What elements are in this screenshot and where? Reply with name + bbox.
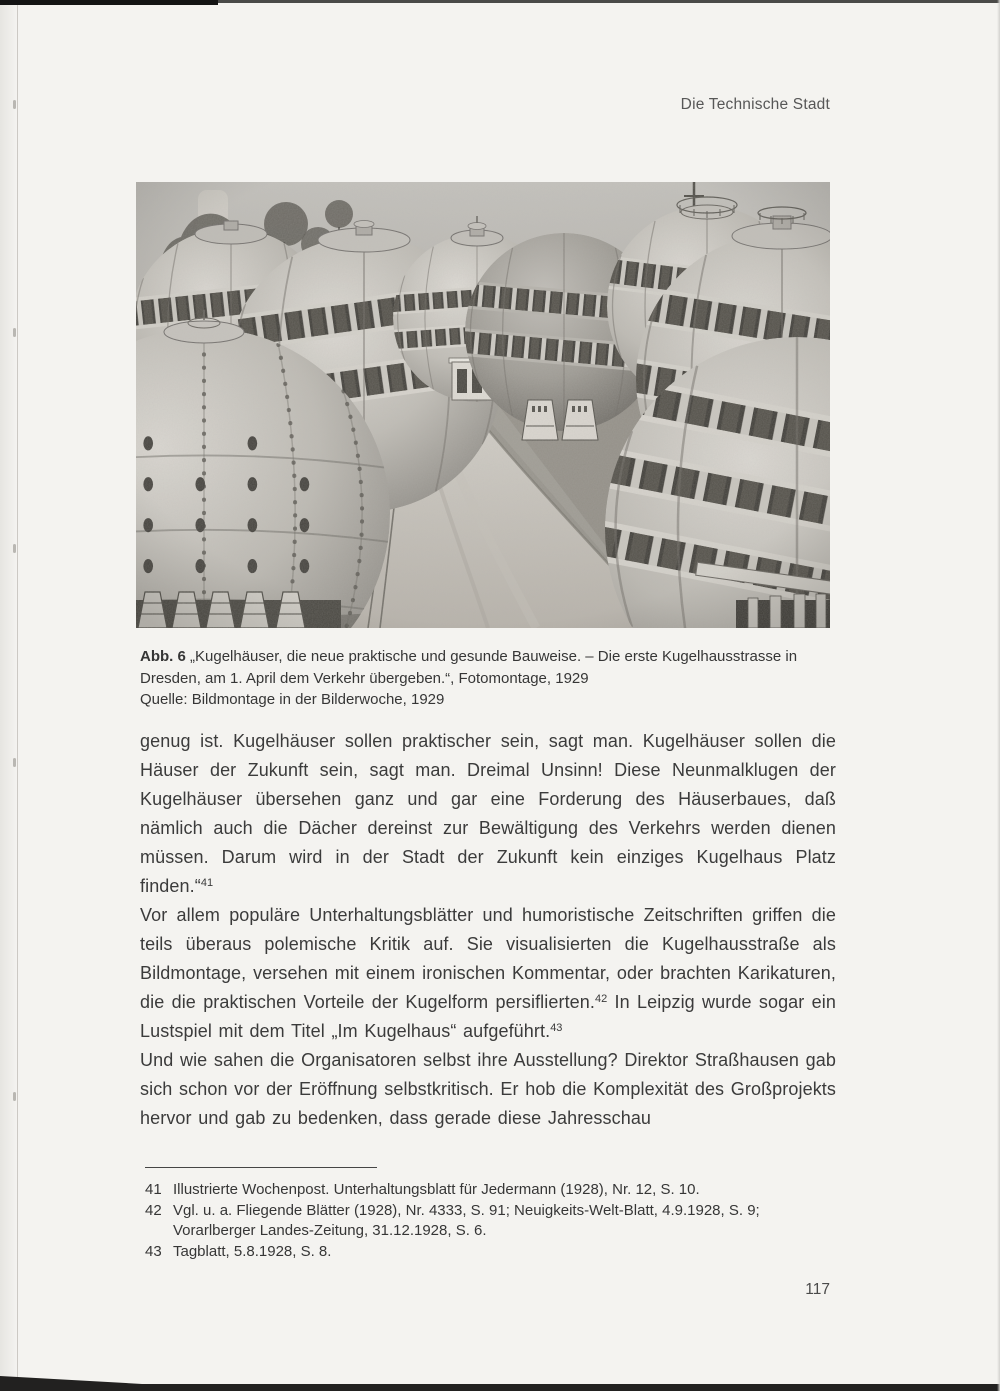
- scan-edge-bottom-wedge: [0, 1376, 155, 1391]
- paragraph-1: genug ist. Kugelhäuser sollen praktischer sein, sagt man. Kugelhäuser sollen die Häuser der Zukunft sein, sagt man. Dreimal Unsinn! Diese Neunmalklugen der Kugelhäuser übersehen ganz und gar eine Forderung des Häuserbaues, daß nämlich auch die Dächer dereinst zur Bewältigung des Verkehrs werden dienen müssen. Darum wird in der Stadt der Zukunft kein einziges Kugelhaus Platz finden.“$^{41}$: [140, 731, 836, 896]
- footnote-text: Vgl. u. a. Fliegende Blätter (1928), Nr. 4333, S. 91; Neuigkeits-Welt-Blatt, 4.9.1928, S. 9; Vorarlberger Landes-Zeitung, 31.12.1928, S. 6.: [173, 1201, 760, 1239]
- scan-artifact: [13, 328, 16, 337]
- paragraph-3: Und wie sahen die Organisatoren selbst ihre Ausstellung? Direktor Straßhausen gab sich schon vor der Eröffnung selbstkritisch. Er hob die Komplexität des Großprojekts hervor und gab zu bedenken, dass gerade diese Jahresschau: [140, 1050, 836, 1128]
- kugelhaus-photomontage: [136, 182, 830, 628]
- scan-artifact: [13, 544, 16, 553]
- footnote-item: [145, 1201, 845, 1242]
- footnote-number: 43: [145, 1242, 162, 1260]
- spine-line: [17, 3, 18, 1383]
- caption-label: Abb. 6: [140, 648, 186, 665]
- figure-caption: [140, 646, 840, 689]
- footnote-item: [145, 1242, 845, 1263]
- page-number: 117: [805, 1281, 830, 1298]
- footnote-text: Illustrierte Wochenpost. Unterhaltungsblatt für Jedermann (1928), Nr. 12, S. 10.: [173, 1181, 700, 1198]
- footnote-rule: [145, 1167, 377, 1168]
- scan-artifact: [13, 1092, 16, 1101]
- paragraph-2: Vor allem populäre Unterhaltungsblätter und humoristische Zeitschriften griffen die teils überaus polemische Kritik auf. Sie visualisierten die Kugelhausstraße als Bildmontage, versehen mit einem ironischen Kommentar, oder brachten Karikaturen, die die praktischen Vorteile der Kugelform persiflierten.$^{42}$ In Leipzig wurde sogar ein Lustspiel mit dem Titel „Im Kugelhaus“ aufgeführt.$^{43}$: [140, 905, 836, 1041]
- footnote-text: Tagblatt, 5.8.1928, S. 8.: [173, 1242, 332, 1260]
- figure-caption-block: [140, 646, 840, 711]
- scan-artifact: [13, 100, 16, 109]
- running-header: Die Technische Stadt: [680, 96, 830, 113]
- photo-illustration: [136, 182, 830, 628]
- footnote-item: [145, 1180, 845, 1201]
- caption-source: Quelle: Bildmontage in der Bilderwoche, 1929: [140, 691, 445, 708]
- scan-artifact: [13, 758, 16, 767]
- footnote-list: [145, 1180, 845, 1262]
- body-text: [140, 727, 836, 1133]
- footnote-number: 42: [145, 1201, 162, 1219]
- caption-text: „Kugelhäuser, die neue praktische und gesunde Bauweise. – Die erste Kugelhausstrasse in Dresden, am 1. April dem Verkehr übergeben.“, Fotomontage, 1929: [140, 648, 798, 687]
- spine-shade: [0, 0, 17, 1391]
- footnote-number: 41: [145, 1181, 162, 1198]
- scan-edge-top-left: [0, 0, 218, 5]
